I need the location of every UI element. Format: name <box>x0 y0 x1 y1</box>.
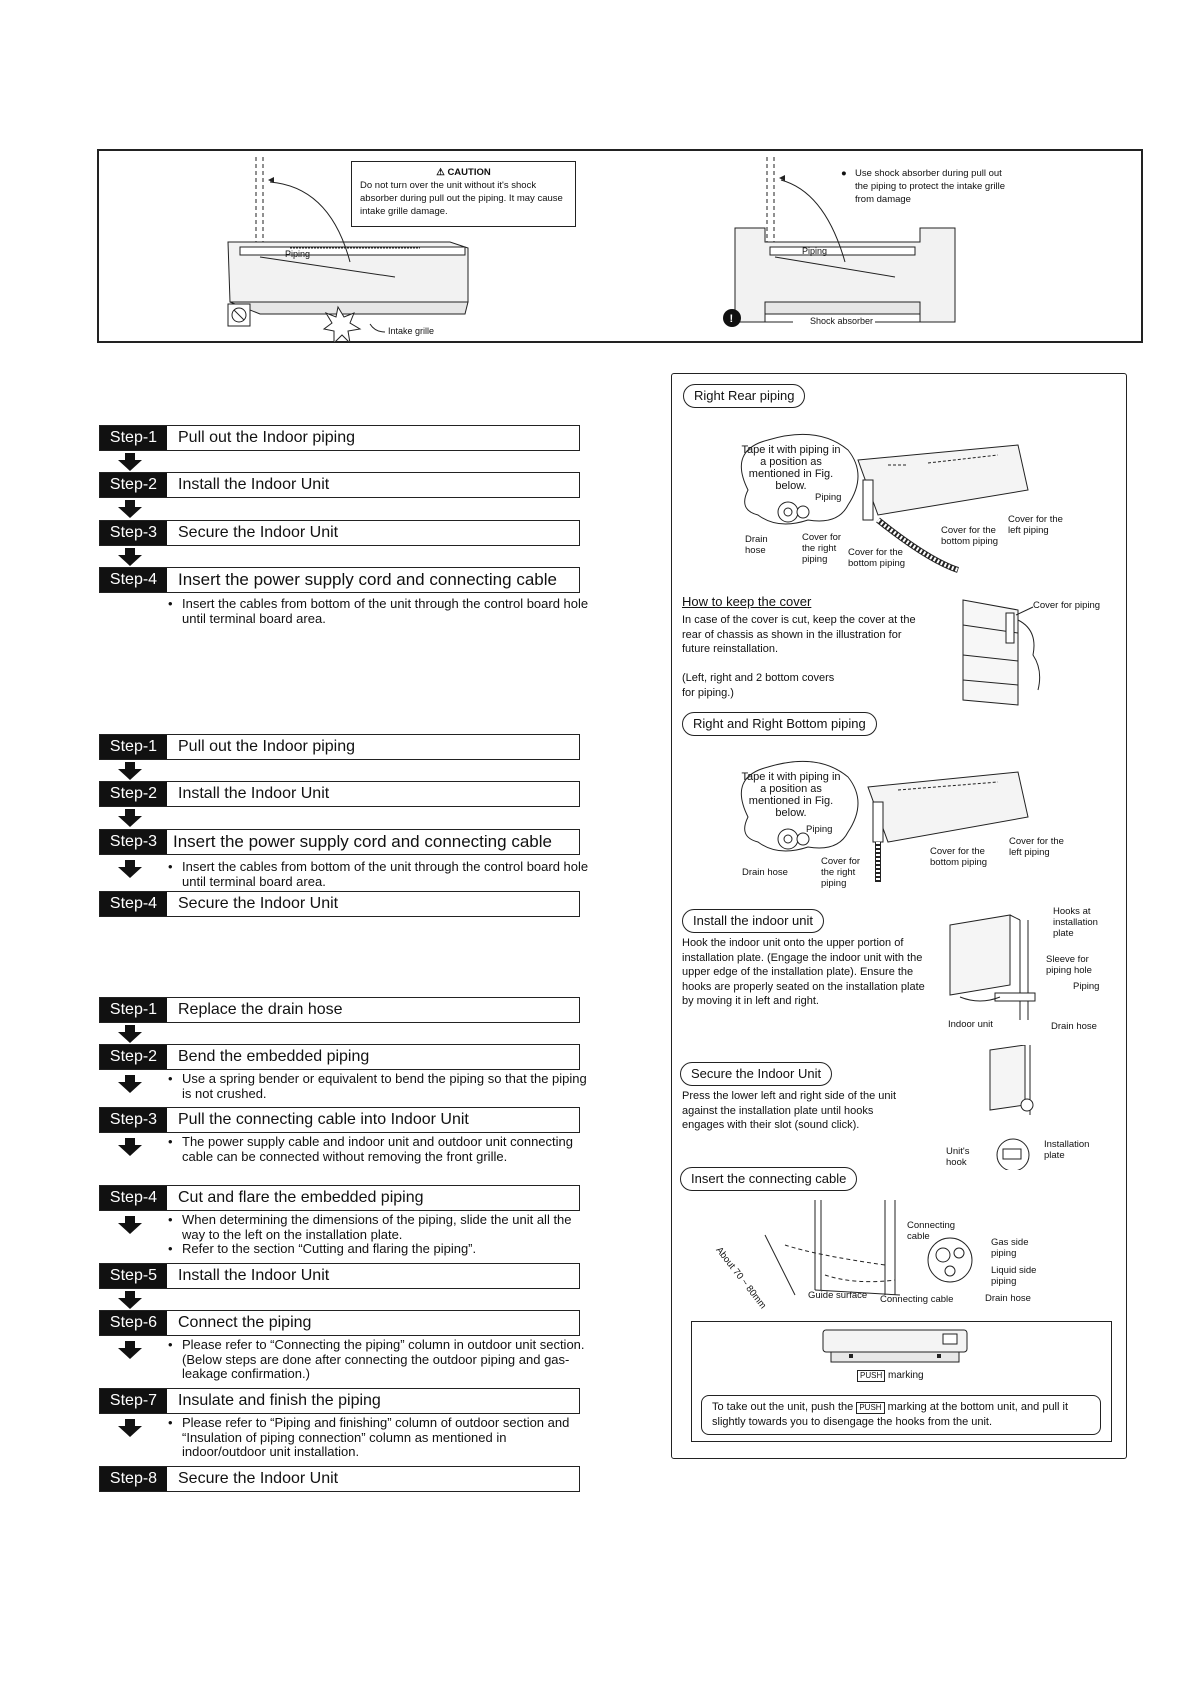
install-drain-label: Drain hose <box>1051 1021 1097 1032</box>
g3-step-7 <box>99 1388 580 1414</box>
step-text: Replace the drain hose <box>178 1001 343 1018</box>
down-arrow-icon <box>118 1341 142 1359</box>
bullet-icon: ● <box>841 168 847 179</box>
down-arrow-icon <box>118 453 142 471</box>
g3-step-2 <box>99 1044 580 1070</box>
connecting-cable-label: Connecting cable <box>907 1220 956 1242</box>
step-text: Insulate and finish the piping <box>178 1392 381 1409</box>
step-tag: Step-2 <box>100 1045 167 1069</box>
installation-plate-label: Installation plate <box>1044 1139 1090 1161</box>
step-text: Cut and flare the embedded piping <box>178 1189 424 1206</box>
units-hook-label: Unit's hook <box>946 1146 970 1168</box>
step-tag: Step-3 <box>100 521 167 545</box>
down-arrow-icon <box>118 1025 142 1043</box>
step-tag: Step-1 <box>100 426 167 450</box>
step-tag: Step-6 <box>100 1311 167 1335</box>
step-tag: Step-2 <box>100 473 167 497</box>
push-text-b: marking at the bottom unit, and pull it slightly towards you to disengage the hooks from the unit. <box>712 1401 1069 1428</box>
note-text: Use a spring bender or equivalent to bend the piping so that the piping is not crushed. <box>182 1071 587 1101</box>
right-rear-bubble: Tape it with piping in a position as mentioned in Fig. below. <box>741 444 841 492</box>
step-tag: Step-4 <box>100 892 167 916</box>
note-text: The power supply cable and indoor unit and outdoor unit connecting cable can be connected without removing the front grille. <box>182 1134 573 1164</box>
step-tag: Step-3 <box>100 1108 167 1132</box>
unit-bottom-illustration <box>821 1328 969 1368</box>
indoor-unit-label: Indoor unit <box>948 1019 993 1030</box>
g2-step-1 <box>99 734 580 760</box>
step-tag: Step-4 <box>100 1186 167 1210</box>
step-text: Install the Indoor Unit <box>178 476 330 493</box>
step-tag: Step-1 <box>100 998 167 1022</box>
note-text: Please refer to “Piping and finishing” column of outdoor section and “Insulation of piping connection” column as mentioned in indoor/outdoor unit installation. <box>182 1415 570 1459</box>
step-text: Bend the embedded piping <box>178 1048 370 1065</box>
right-rear-cover-bottom2: Cover for the bottom piping <box>941 525 999 547</box>
g3-step-3 <box>99 1107 580 1133</box>
g1-step-3 <box>99 520 580 546</box>
step-text: Install the Indoor Unit <box>178 1267 330 1284</box>
down-arrow-icon <box>118 1419 142 1437</box>
push-marking-label <box>857 1370 924 1382</box>
down-arrow-icon <box>118 762 142 780</box>
g1-step-2 <box>99 472 580 498</box>
note-text: Refer to the section “Cutting and flaring the piping”. <box>182 1241 477 1256</box>
step-text: Pull the connecting cable into Indoor Unit <box>178 1111 469 1128</box>
push-tag: PUSH <box>857 1370 885 1382</box>
install-title: Install the indoor unit <box>682 909 824 933</box>
step-text: Insert the power supply cord and connecting cable <box>173 832 552 851</box>
about-label: About 70 ~ 80mm <box>713 1245 769 1312</box>
step-text: Pull out the Indoor piping <box>178 738 356 755</box>
g2-step-3 <box>99 829 580 855</box>
right-rear-title: Right Rear piping <box>683 384 805 408</box>
g3-step-5 <box>99 1263 580 1289</box>
down-arrow-icon <box>118 860 142 878</box>
install-illustration <box>940 905 1040 1025</box>
gas-side-label: Gas side piping <box>991 1237 1029 1259</box>
down-arrow-icon <box>118 1138 142 1156</box>
liquid-side-label: Liquid side piping <box>991 1265 1037 1287</box>
insert-title: Insert the connecting cable <box>680 1167 857 1191</box>
cover-illustration <box>958 595 1058 710</box>
keep-cover-text: In case of the cover is cut, keep the cover at the rear of chassis as shown in the illustration for future reinstallation. <box>682 614 916 655</box>
caution-box <box>351 161 576 227</box>
hooks-label: Hooks at installation plate <box>1053 906 1098 939</box>
push-tag-inline: PUSH <box>856 1402 884 1414</box>
down-arrow-icon <box>118 1075 142 1093</box>
down-arrow-icon <box>118 548 142 566</box>
insert-illustration <box>725 1195 1025 1310</box>
right-rear-cover-right: Cover for the right piping <box>802 532 842 565</box>
warning-triangle-icon: ⚠ <box>436 167 445 178</box>
step-text: Secure the Indoor Unit <box>178 1470 339 1487</box>
marking-word: marking <box>888 1370 924 1381</box>
install-text: Hook the indoor unit onto the upper portion of installation plate. (Engage the indoor unit with the upper edge of the installation plate). Ensure the hooks are properly seated on the installation plate by moving it in left and right. <box>682 937 925 1007</box>
secure-title: Secure the Indoor Unit <box>680 1062 832 1086</box>
step-text: Secure the Indoor Unit <box>178 895 339 912</box>
step-tag: Step-1 <box>100 735 167 759</box>
g1-step-1 <box>99 425 580 451</box>
keep-cover-title: How to keep the cover <box>682 594 812 609</box>
g2-step-2 <box>99 781 580 807</box>
step-tag: Step-8 <box>100 1467 167 1491</box>
right-rear-cover-left: Cover for the left piping <box>1008 514 1063 536</box>
caution-text: Do not turn over the unit without it's shock absorber during pull out the piping. It may cause intake grille damage. <box>360 180 563 217</box>
g1-step-4 <box>99 567 580 593</box>
step-tag: Step-4 <box>100 568 167 592</box>
right-bottom-cover-left: Cover for the left piping <box>1009 836 1064 858</box>
step-tag: Step-7 <box>100 1389 167 1413</box>
insert-drain-label: Drain hose <box>985 1293 1031 1304</box>
note-text: Insert the cables from bottom of the unit through the control board hole until terminal board area. <box>182 596 589 626</box>
right-rear-cover-bottom: Cover for the bottom piping <box>848 547 906 569</box>
install-piping-label: Piping <box>1073 981 1100 992</box>
note-text: Please refer to “Connecting the piping” column in outdoor unit section. (Below steps are done after connecting the outdoor piping and gas-leakage confirmation.) <box>182 1337 585 1381</box>
intake-grille-label: Intake grille <box>388 326 435 336</box>
push-instruction <box>701 1395 1101 1435</box>
g3-step-4 <box>99 1185 580 1211</box>
push-box <box>691 1321 1112 1442</box>
step-tag: Step-2 <box>100 782 167 806</box>
down-arrow-icon <box>118 500 142 518</box>
shock-absorber-label: Shock absorber <box>810 316 874 326</box>
note-text: Insert the cables from bottom of the unit through the control board hole until terminal board area. <box>182 859 589 889</box>
secure-text: Press the lower left and right side of the unit against the installation plate until hooks engages with their slot (sound click). <box>682 1090 897 1131</box>
step-text: Pull out the Indoor piping <box>178 429 356 446</box>
push-text-a: To take out the unit, push the <box>712 1401 854 1413</box>
keep-cover-text2: (Left, right and 2 bottom covers for piping.) <box>682 672 835 699</box>
step-tag: Step-3 <box>100 830 167 854</box>
note-text: When determining the dimensions of the piping, slide the unit all the way to the left on the installation plate. <box>182 1212 572 1242</box>
svg-text:!: ! <box>729 313 734 325</box>
step-tag: Step-5 <box>100 1264 167 1288</box>
right-bottom-piping: Piping <box>806 824 833 835</box>
right-piping-label: Piping <box>802 246 828 256</box>
g3-step-8 <box>99 1466 580 1492</box>
sleeve-label: Sleeve for piping hole <box>1046 954 1092 976</box>
left-piping-label: Piping <box>285 249 311 259</box>
right-bottom-cover-bottom: Cover for the bottom piping <box>930 846 988 868</box>
step-text: Insert the power supply cord and connecting cable <box>178 570 557 589</box>
right-rear-piping: Piping <box>815 492 842 503</box>
right-bottom-cover-right: Cover for the right piping <box>821 856 861 889</box>
right-bottom-bubble: Tape it with piping in a position as mentioned in Fig. below. <box>741 771 841 819</box>
down-arrow-icon <box>118 1291 142 1309</box>
right-rear-drain: Drain hose <box>745 534 768 556</box>
right-bottom-title: Right and Right Bottom piping <box>682 712 877 736</box>
cover-for-piping-label: Cover for piping <box>1033 600 1101 611</box>
down-arrow-icon <box>118 1216 142 1234</box>
connecting-cable2-label: Connecting cable <box>880 1294 954 1305</box>
step-text: Install the Indoor Unit <box>178 785 330 802</box>
caution-title: CAUTION <box>447 167 491 178</box>
absorber-note-text: Use shock absorber during pull out the piping to protect the intake grille from damage <box>855 168 1005 205</box>
down-arrow-icon <box>118 809 142 827</box>
g2-step-4 <box>99 891 580 917</box>
g3-step-6 <box>99 1310 580 1336</box>
step-text: Connect the piping <box>178 1314 312 1331</box>
g3-step-1 <box>99 997 580 1023</box>
right-bottom-drain: Drain hose <box>742 867 788 878</box>
absorber-note <box>843 167 1013 206</box>
step-text: Secure the Indoor Unit <box>178 524 339 541</box>
guide-surface-label: Guide surface <box>808 1290 868 1301</box>
